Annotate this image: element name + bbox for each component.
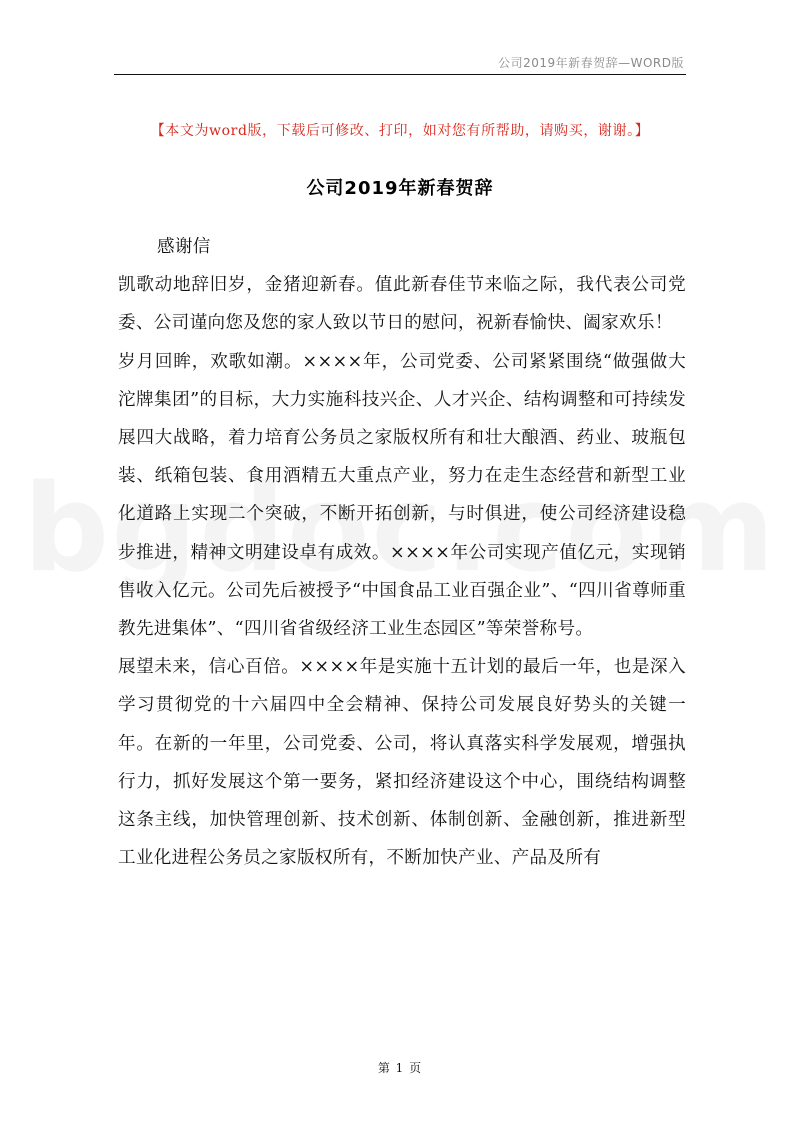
body-paragraph: 展望未来，信心百倍。××××年是实施十五计划的最后一年，也是深入学习贯彻党的十六届四中全会精神、保持公司发展良好势头的关键一年。在新的一年里，公司党委、公司，将认真落实科学发展观，增强执行力，抓好发展这个第一要务，紧扣经济建设这个中心，围绕结构调整这条主线，加快管理创新、技术创新、体制创新、金融创新，推进新型工业化进程公务员之家版权所有，不断加快产业、产品及所有 bbox=[118, 657, 686, 869]
salutation: 感谢信 bbox=[157, 237, 211, 257]
body-paragraph: 岁月回眸，欢歌如潮。××××年，公司党委、公司紧紧围绕“做强做大沱牌集团”的目标，大力实施科技兴企、人才兴企、结构调整和可持续发展四大战略，着力培育公务员之家版权所有和壮大酿酒、药业、玻瓶包装、纸箱包装、食用酒精五大重点产业，努力在走生态经营和新型工业化道路上实现二个突破，不断开拓创新，与时俱进，使公司经济建设稳步推进，精神文明建设卓有成效。××××年公司实现产值亿元，实现销售收入亿元。公司先后被授予“中国食品工业百强企业”、“四川省尊师重教先进集体”、“四川省省级经济工业生态园区”等荣誉称号。 bbox=[118, 351, 686, 640]
header-divider bbox=[114, 74, 686, 75]
purchase-notice: 【本文为word版，下载后可修改、打印，如对您有所帮助，请购买，谢谢。】 bbox=[150, 123, 650, 139]
document-body bbox=[118, 228, 686, 877]
body-paragraph: 凯歌动地辞旧岁，金猪迎新春。值此新春佳节来临之际，我代表公司党委、公司谨向您及您的家人致以节日的慰问，祝新春愉快、阖家欢乐！ bbox=[118, 275, 686, 334]
running-header: 公司2019年新春贺辞—WORD版 bbox=[498, 56, 684, 70]
document-title: 公司2019年新春贺辞 bbox=[306, 178, 494, 199]
page-number: 第 1 页 bbox=[377, 1061, 423, 1075]
